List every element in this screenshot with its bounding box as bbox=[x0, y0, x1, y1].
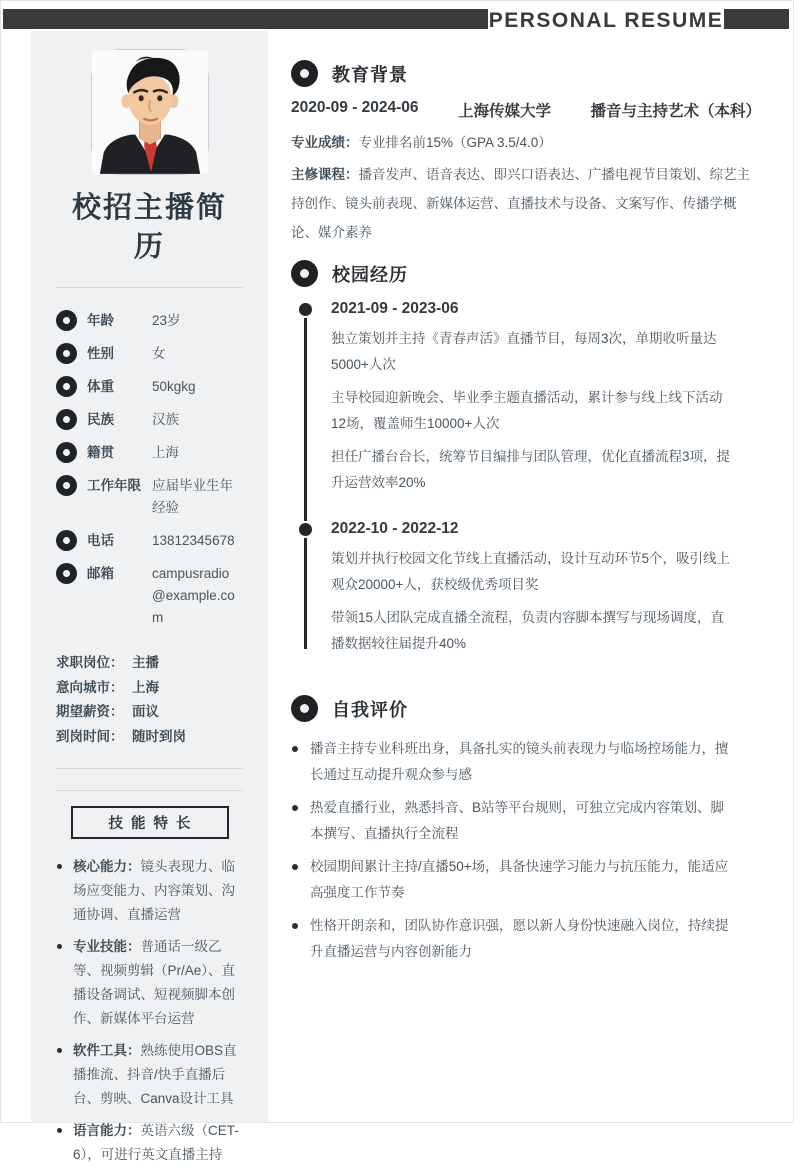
info-value: 汉族 bbox=[152, 412, 179, 427]
donut-icon bbox=[56, 343, 77, 364]
education-courses: 主修课程：播音发声、语音表达、即兴口语表达、广播电视节目策划、综艺主持创作、镜头前表现、新媒体运营、直播技术与设备、文案写作、传播学概论、媒介素养 bbox=[291, 167, 750, 240]
personal-info-list bbox=[56, 310, 243, 629]
intent-label: 意向城市： bbox=[56, 679, 124, 695]
bullet-icon bbox=[292, 864, 298, 870]
intent-value: 随时到岗 bbox=[132, 728, 186, 744]
self-evaluation-item: 热爱直播行业，熟悉抖音、B站等平台规则，可独立完成内容策划、脚本撰写、直播执行全流程 bbox=[291, 795, 729, 846]
intent-value: 面议 bbox=[132, 704, 159, 719]
donut-icon bbox=[56, 310, 77, 331]
intent-label: 期望薪资： bbox=[56, 704, 124, 719]
experience-point: 带领15人团队完成直播全流程，负责内容脚本撰写与现场调度，直播数据较往届提升40% bbox=[331, 610, 725, 651]
timeline-dot-icon bbox=[297, 521, 314, 538]
skill-label: 语言能力： bbox=[73, 1123, 141, 1138]
avatar-illustration bbox=[92, 50, 208, 174]
skill-label: 专业技能： bbox=[73, 939, 141, 954]
self-evaluation-item: 性格开朗亲和，团队协作意识强，愿以新人身份快速融入岗位，持续提升直播运营与内容创新能力 bbox=[291, 913, 729, 964]
info-label: 电话 bbox=[87, 533, 114, 548]
info-row-phone bbox=[56, 530, 243, 552]
section-education bbox=[291, 60, 761, 247]
education-summary-row bbox=[291, 99, 761, 121]
info-row-hometown bbox=[56, 442, 243, 464]
info-value: campusradio@example.com bbox=[152, 566, 235, 625]
section-campus-experience bbox=[291, 260, 761, 681]
donut-icon bbox=[56, 409, 77, 430]
info-value: 50kgkg bbox=[152, 379, 196, 394]
timeline-dot-icon bbox=[297, 301, 314, 318]
donut-icon bbox=[56, 475, 77, 496]
intent-value: 主播 bbox=[132, 655, 159, 670]
bullet-icon bbox=[292, 805, 298, 811]
bullet-icon bbox=[57, 1128, 62, 1133]
info-row-gender bbox=[56, 343, 243, 365]
education-major: 播音与主持艺术（本科） bbox=[590, 103, 761, 120]
skill-label: 软件工具： bbox=[73, 1043, 141, 1058]
bullet-icon bbox=[57, 944, 62, 949]
timeline-item bbox=[331, 300, 761, 520]
self-evaluation-item: 校园期间累计主持/直播50+场，具备快速学习能力与抗压能力，能适应高强度工作节奏 bbox=[291, 854, 729, 905]
experience-point: 主导校园迎新晚会、毕业季主题直播活动，累计参与线上线下活动12场，覆盖师生10000+人次 bbox=[331, 390, 723, 431]
donut-icon bbox=[56, 442, 77, 463]
experience-period: 2022-10 - 2022-12 bbox=[331, 520, 459, 537]
timeline-line bbox=[304, 311, 307, 649]
info-label: 性别 bbox=[87, 346, 114, 361]
section-self-evaluation bbox=[291, 695, 761, 964]
section-title: 校园经历 bbox=[332, 264, 408, 285]
intent-row-availability bbox=[56, 725, 243, 750]
experience-point: 独立策划并主持《青春声活》直播节目，每周3次，单期收听量达5000+人次 bbox=[331, 331, 717, 372]
experience-point: 策划并执行校园文化节线上直播活动，设计互动环节5个，吸引线上观众20000+人，获校级优秀项目奖 bbox=[331, 551, 731, 592]
skills-list bbox=[56, 855, 243, 1167]
experience-period: 2021-09 - 2023-06 bbox=[331, 300, 459, 317]
donut-icon bbox=[56, 563, 77, 584]
section-title: 教育背景 bbox=[332, 64, 408, 85]
intent-value: 上海 bbox=[132, 679, 159, 695]
info-label: 民族 bbox=[87, 412, 114, 427]
bullet-icon bbox=[57, 1048, 62, 1053]
education-grade: 专业成绩：专业排名前15%（GPA 3.5/4.0） bbox=[291, 135, 552, 150]
intent-label: 求职岗位： bbox=[56, 655, 124, 670]
skill-text: 熟练使用OBS直播推流、抖音/快手直播后台、剪映、Canva设计工具 bbox=[73, 1043, 237, 1106]
education-period: 2020-09 - 2024-06 bbox=[291, 99, 419, 116]
skill-item-language bbox=[56, 1119, 243, 1167]
info-label: 籍贯 bbox=[87, 445, 114, 460]
sidebar bbox=[31, 31, 268, 1162]
section-title: 自我评价 bbox=[332, 699, 408, 720]
experience-timeline bbox=[291, 300, 761, 681]
sidebar-divider bbox=[56, 790, 243, 791]
info-value: 23岁 bbox=[152, 313, 181, 328]
job-intent-list bbox=[56, 651, 243, 749]
resume-title: 校招主播简历 bbox=[71, 192, 227, 263]
info-label: 体重 bbox=[87, 379, 114, 394]
info-value: 13812345678 bbox=[152, 533, 235, 548]
section-donut-icon bbox=[291, 695, 318, 722]
donut-icon bbox=[56, 376, 77, 397]
info-row-weight bbox=[56, 376, 243, 398]
skill-text: 镜头表现力、临场应变能力、内容策划、沟通协调、直播运营 bbox=[73, 859, 235, 922]
skill-label: 核心能力： bbox=[73, 859, 141, 874]
profile-photo bbox=[91, 49, 209, 175]
sidebar-divider bbox=[56, 287, 243, 288]
skill-item-professional bbox=[56, 935, 243, 1031]
timeline-item bbox=[331, 520, 761, 681]
self-evaluation-list bbox=[291, 736, 761, 964]
skill-item-software bbox=[56, 1039, 243, 1111]
intent-row-city bbox=[56, 676, 243, 701]
info-row-email bbox=[56, 563, 243, 629]
info-label: 年龄 bbox=[87, 313, 114, 328]
donut-icon bbox=[56, 530, 77, 551]
main-content bbox=[291, 60, 761, 972]
section-donut-icon bbox=[291, 260, 318, 287]
intent-row-salary bbox=[56, 700, 243, 725]
section-donut-icon bbox=[291, 60, 318, 87]
banner-title: PERSONAL RESUME bbox=[488, 1, 724, 41]
info-label: 工作年限 bbox=[87, 478, 141, 493]
info-label: 邮箱 bbox=[87, 566, 114, 581]
intent-label: 到岗时间： bbox=[56, 728, 124, 744]
bullet-icon bbox=[292, 923, 298, 929]
info-value: 女 bbox=[152, 346, 166, 361]
bullet-icon bbox=[57, 864, 62, 869]
info-row-age bbox=[56, 310, 243, 332]
info-value: 上海 bbox=[152, 445, 179, 460]
info-row-ethnicity bbox=[56, 409, 243, 431]
bullet-icon bbox=[292, 746, 298, 752]
info-row-experience bbox=[56, 475, 243, 519]
experience-point: 担任广播台台长，统筹节目编排与团队管理，优化直播流程3项，提升运营效率20% bbox=[331, 449, 731, 490]
skill-text: 普通话一级乙等、视频剪辑（Pr/Ae）、直播设备调试、短视频脚本创作、新媒体平台运营 bbox=[73, 939, 236, 1026]
skill-text: 英语六级（CET-6），可进行英文直播主持 bbox=[73, 1123, 239, 1162]
skill-item-core bbox=[56, 855, 243, 927]
info-value: 应届毕业生年经验 bbox=[152, 478, 233, 515]
sidebar-divider bbox=[56, 768, 243, 769]
skills-section-title: 技能特长 bbox=[71, 806, 229, 839]
self-evaluation-item: 播音主持专业科班出身，具备扎实的镜头前表现力与临场控场能力，擅长通过互动提升观众参与感 bbox=[291, 736, 729, 787]
education-school: 上海传媒大学 bbox=[458, 103, 552, 120]
intent-row-position bbox=[56, 651, 243, 676]
